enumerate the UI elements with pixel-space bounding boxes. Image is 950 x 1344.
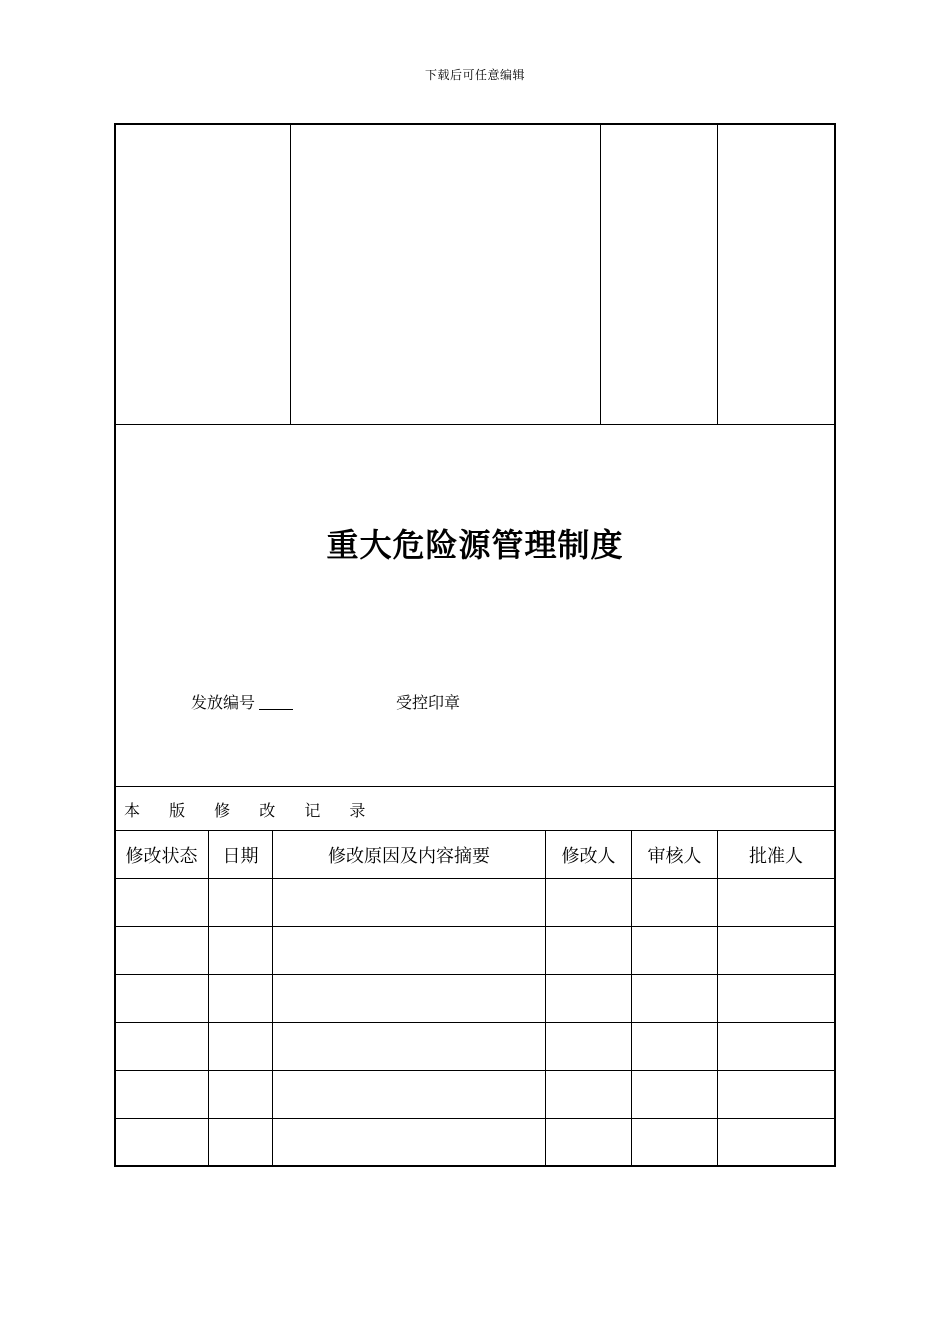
header-bottom-rule [115, 424, 835, 425]
column-header-approver: 批准人 [749, 846, 803, 867]
row-rule-2 [115, 974, 835, 975]
header-divider-2 [600, 124, 601, 425]
table-col-divider-3 [545, 831, 546, 1166]
frame-right-border [834, 123, 836, 1167]
record-title-bottom-rule [115, 830, 835, 831]
column-header-bottom-rule [115, 878, 835, 879]
header-divider-3 [717, 124, 718, 425]
issue-number-label: 发放编号 [191, 693, 256, 712]
header-note: 下载后可任意编辑 [424, 68, 525, 82]
table-col-divider-4 [631, 831, 632, 1166]
row-rule-3 [115, 1022, 835, 1023]
frame-bottom-border [114, 1165, 836, 1167]
document-title: 重大危险源管理制度 [326, 526, 624, 564]
issue-number-blank [259, 695, 293, 710]
table-col-divider-1 [208, 831, 209, 1166]
header-divider-1 [290, 124, 291, 425]
revision-record-title: 本 版 修 改 记 录 [124, 801, 378, 820]
row-rule-1 [115, 926, 835, 927]
table-col-divider-5 [717, 831, 718, 1166]
column-header-modifier: 修改人 [561, 846, 616, 867]
row-rule-4 [115, 1070, 835, 1071]
table-col-divider-2 [272, 831, 273, 1166]
frame-top-border [114, 123, 836, 125]
cover-bottom-rule [115, 786, 835, 787]
column-header-status: 修改状态 [125, 846, 198, 867]
column-header-date: 日期 [222, 846, 259, 867]
column-header-reason: 修改原因及内容摘要 [328, 846, 490, 867]
column-header-reviewer: 审核人 [647, 846, 702, 867]
issue-number-field [191, 690, 293, 713]
row-rule-5 [115, 1118, 835, 1119]
frame-left-border [114, 123, 116, 1167]
controlled-stamp-label: 受控印章 [396, 693, 461, 712]
